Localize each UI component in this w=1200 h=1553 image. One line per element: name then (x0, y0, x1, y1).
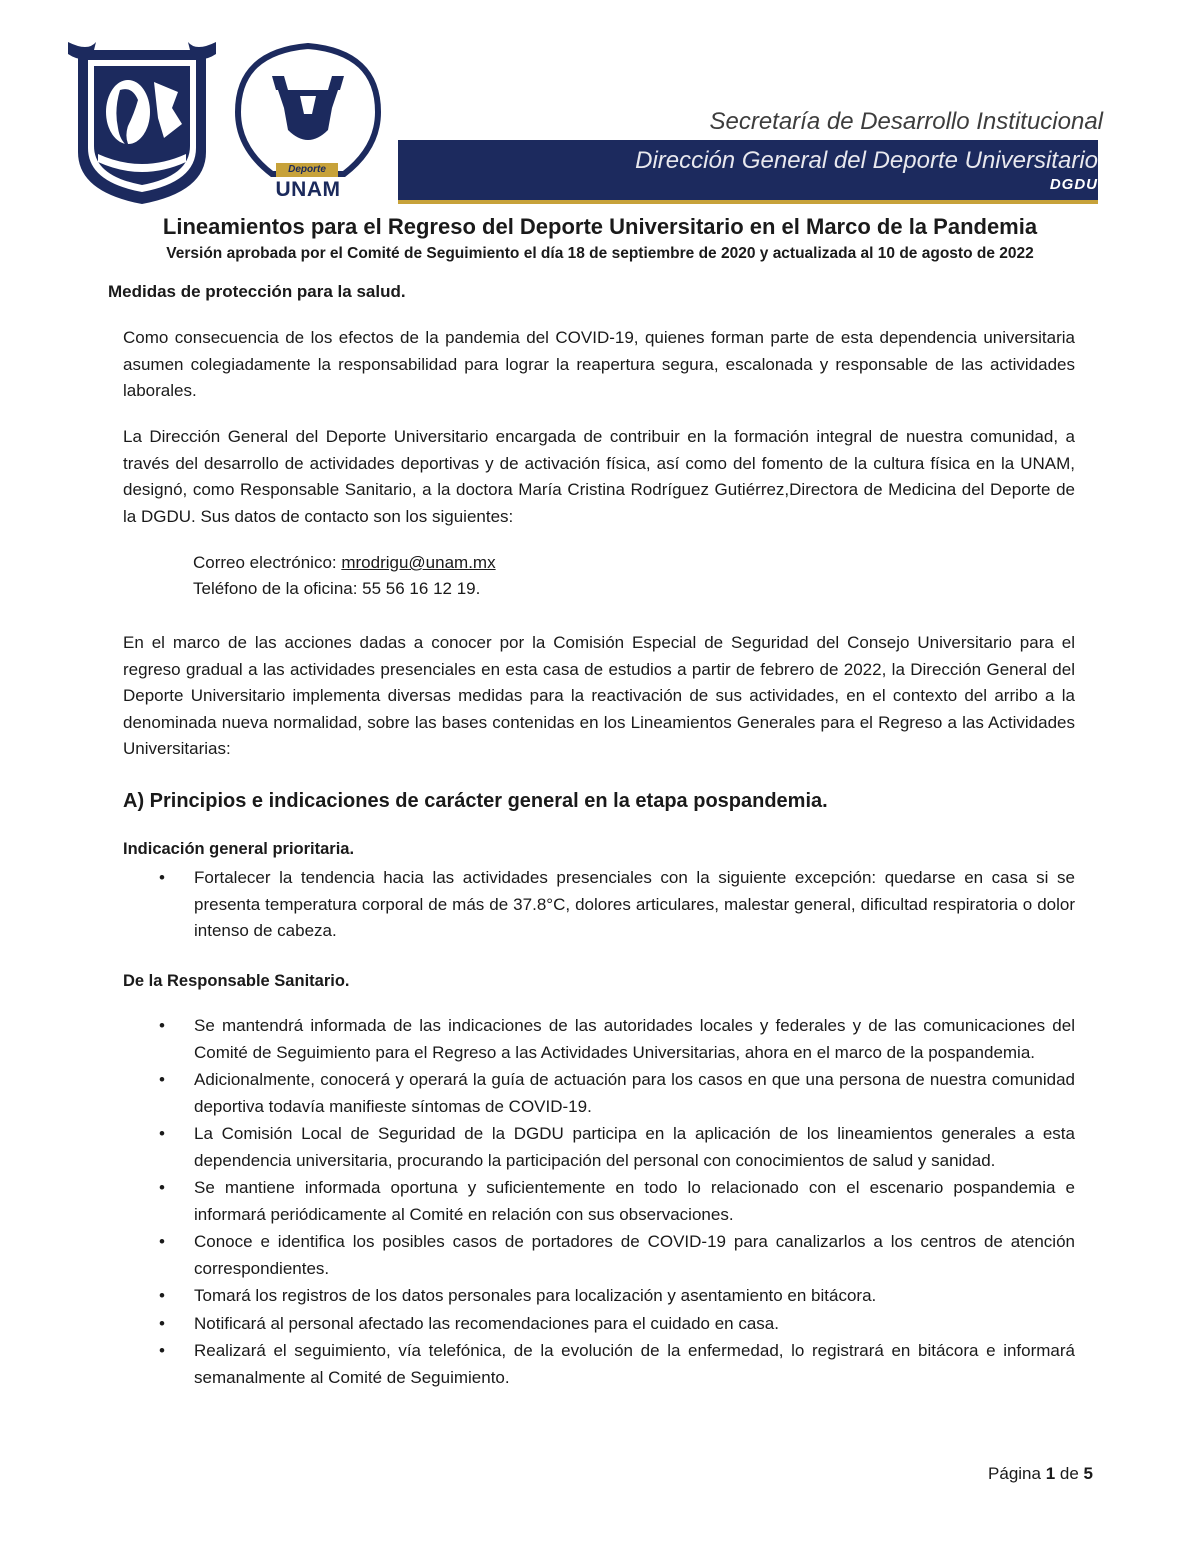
logo-deporte-label: Deporte (276, 163, 338, 177)
paragraph-designation: La Dirección General del Deporte Universitario encargada de contribuir en la formación integral de nuestra comunidad, a través del desarrollo de actividades deportivas y de activación física, así como del fomento de la cultura física en la UNAM, designó, como Responsable Sanitario, a la doctora María Cristina Rodríguez Gutiérrez,Directora de Medicina del Deporte de la DGDU. Sus datos de contacto son los siguientes: (123, 427, 1075, 526)
logo-unam-label: UNAM (275, 178, 341, 201)
direccion-title: Dirección General del Deporte Universitario (635, 147, 1098, 174)
email-label: Correo electrónico: (193, 553, 342, 572)
bullet-icon: • (159, 868, 165, 887)
bullet-icon: • (159, 1124, 165, 1143)
general-indication-heading: Indicación general prioritaria. (123, 840, 355, 858)
paragraph-intro: Como consecuencia de los efectos de la pandemia del COVID-19, quienes forman parte de esta dependencia universitaria asumen colegiadamente la responsabilidad para lograr la reapertura segura, escalonada y responsable de las actividades laborales. (123, 328, 1075, 400)
list-item: • Adicionalmente, conocerá y operará la guía de actuación para los casos en que una persona de nuestra comunidad deportiva todavía manifieste síntomas de COVID-19. (123, 1067, 1075, 1120)
paragraph-context: En el marco de las acciones dadas a conocer por la Comisión Especial de Seguridad del Consejo Universitario para el regreso gradual a las actividades presenciales en esta casa de estudios a partir de febrero de 2022, la Dirección General del Deporte Universitario implementa diversas medidas para la reactivación de sus actividades, en el contexto del arribo a la denominada nueva normalidad, sobre las bases contenidas en los Lineamientos Generales para el Regreso a las Actividades Universitarias: (123, 633, 1075, 758)
bullet-icon: • (159, 1232, 165, 1251)
list-item: • Realizará el seguimiento, vía telefónica, de la evolución de la enfermedad, lo registrará en bitácora e informará semanalmente al Comité de Seguimiento. (123, 1338, 1075, 1391)
bullet-icon: • (159, 1178, 165, 1197)
dgdu-banner (398, 140, 1098, 204)
bullet-icon: • (159, 1313, 165, 1333)
list-item: • La Comisión Local de Seguridad de la DGDU participa en la aplicación de los lineamientos generales a esta dependencia universitaria, procurando la participación del personal con conocimientos de salud y sanidad. (123, 1121, 1075, 1174)
general-indication-list (123, 865, 1075, 946)
dgdu-abbreviation: DGDU (1049, 176, 1098, 193)
document-title: Lineamientos para el Regreso del Deporte Universitario en el Marco de la Pandemia (162, 214, 1038, 239)
bullet-icon: • (159, 1070, 165, 1089)
list-item: • Conoce e identifica los posibles casos de portadores de COVID-19 para canalizarlos a los centros de atención correspondientes. (123, 1229, 1075, 1282)
email-link[interactable]: mrodrigu@unam.mx (341, 553, 496, 572)
section-a-heading: A) Principios e indicaciones de carácter general en la etapa pospandemia. (123, 790, 828, 812)
contact-email-line (193, 550, 496, 576)
list-item: • Se mantendrá informada de las indicaciones de las autoridades locales y federales y de las comunicaciones del Comité de Seguimiento para el Regreso a las Actividades Universitarias, ahora en el marco de la pospandemia. (123, 1013, 1075, 1066)
responsable-list (123, 1013, 1075, 1392)
document-subtitle: Versión aprobada por el Comité de Seguimiento el día 18 de septiembre de 2020 y actualizada al 10 de agosto de 2022 (166, 245, 1034, 262)
bullet-icon: • (159, 1341, 165, 1360)
list-item: • Se mantiene informada oportuna y suficientemente en todo lo relacionado con el escenario pospandemia e informará periódicamente al Comité en relación con sus observaciones. (123, 1175, 1075, 1228)
contact-block (193, 550, 496, 602)
contact-phone-line: Teléfono de la oficina: 55 56 16 12 19. (193, 579, 481, 598)
section-label: Medidas de protección para la salud. (108, 282, 406, 301)
list-item: • Fortalecer la tendencia hacia las actividades presenciales con la siguiente excepción: quedarse en casa si se presenta temperatura corporal de más de 37.8°C, dolores articulares, malestar general, dificultad respiratoria o dolor intenso de cabeza. (123, 865, 1075, 945)
list-item: • Tomará los registros de los datos personales para localización y asentamiento en bitácora. (123, 1283, 1075, 1310)
unam-seal-logo (68, 42, 216, 208)
bullet-icon: • (159, 1286, 165, 1305)
page-header (0, 0, 1200, 210)
page-number: Página 1 de 5 (988, 1464, 1093, 1483)
list-item: • Notificará al personal afectado las recomendaciones para el cuidado en casa. (123, 1311, 1075, 1338)
bullet-icon: • (159, 1016, 165, 1035)
secretaria-title: Secretaría de Desarrollo Institucional (709, 108, 1103, 135)
responsable-heading: De la Responsable Sanitario. (123, 972, 350, 990)
